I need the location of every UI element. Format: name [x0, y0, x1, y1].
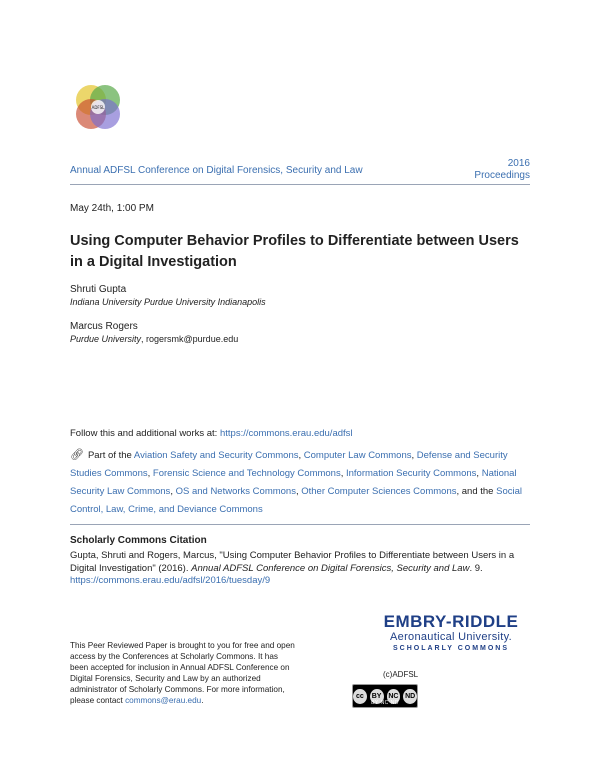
commons-link[interactable]: National Security Law Commons	[70, 468, 517, 497]
erau-logo-line2: Aeronautical University.	[390, 631, 512, 643]
citation-text	[70, 550, 530, 588]
contact-email-link[interactable]: commons@erau.edu	[125, 696, 202, 705]
follow-line	[70, 428, 353, 439]
cc-icon: cc	[353, 689, 367, 704]
author-affiliation: Purdue University	[70, 334, 142, 344]
part-of-commons	[70, 446, 530, 519]
citation-body: Gupta, Shruti and Rogers, Marcus, "Using Computer Behavior Profiles to Differentiate between Users in a Digital Investigation" (2016).	[70, 550, 515, 574]
commons-link[interactable]: Defense and Security Studies Commons	[70, 450, 508, 479]
section-divider	[70, 524, 530, 525]
erau-logo-line3: SCHOLARLY COMMONS	[392, 645, 510, 652]
by-icon: BY	[370, 689, 384, 704]
proceedings-link[interactable]	[474, 158, 530, 182]
conference-name-link[interactable]: Annual ADFSL Conference on Digital Forensics, Security and Law	[70, 165, 363, 176]
separator: ,	[147, 468, 153, 479]
chain-link-icon: 🔗︎	[70, 449, 84, 461]
presentation-date: May 24th, 1:00 PM	[70, 203, 154, 214]
notice-text: This Peer Reviewed Paper is brought to you for free and open access by the Conferences at Scholarly Commons. It has been accepted for inclusion in Annual ADFSL Conference on Digital Forensics, Security and Law by an authorized administrator of Scholarly Commons. For more information, please contact	[70, 641, 295, 705]
commons-link[interactable]: Aviation Safety and Security Commons	[133, 450, 299, 461]
proceedings-label: Proceedings	[474, 170, 530, 181]
copyright-holder: (c)ADFSL	[383, 670, 419, 679]
author-2	[70, 320, 238, 346]
follow-url-link[interactable]: https://commons.erau.edu/adfsl	[219, 428, 353, 439]
commons-link[interactable]: Other Computer Sciences Commons	[301, 486, 457, 497]
separator: ,	[411, 450, 417, 461]
access-notice	[70, 640, 295, 706]
author-1	[70, 283, 266, 309]
nd-icon: ND	[403, 689, 417, 704]
author-email[interactable]: , rogersmk@purdue.edu	[141, 334, 239, 344]
separator: ,	[340, 468, 346, 479]
svg-text:ADFSL: ADFSL	[91, 105, 105, 110]
nc-icon: NC	[387, 689, 401, 704]
venn-logo-icon	[70, 80, 126, 136]
adfsl-logo	[70, 80, 126, 136]
erau-logo-line1: EMBRY-RIDDLE	[383, 612, 519, 631]
paper-title[interactable]: Using Computer Behavior Profiles to Differentiate between Users in a Digital Investigation	[70, 233, 519, 270]
notice-end: .	[201, 696, 204, 705]
author-name: Marcus Rogers	[70, 321, 138, 332]
separator: , and the	[456, 486, 497, 497]
commons-link[interactable]: OS and Networks Commons	[175, 486, 296, 497]
part-prefix: Part of the	[87, 450, 134, 461]
header-divider	[70, 184, 530, 185]
commons-link[interactable]: Computer Law Commons	[303, 450, 412, 461]
commons-link[interactable]: Information Security Commons	[346, 468, 477, 479]
author-name: Shruti Gupta	[70, 284, 127, 295]
citation-url-link[interactable]: https://commons.erau.edu/adfsl/2016/tuesday/9	[70, 575, 271, 586]
cc-license-badge[interactable]	[352, 684, 418, 708]
follow-prefix: Follow this and additional works at:	[70, 428, 220, 439]
separator: ,	[298, 450, 304, 461]
citation-heading: Scholarly Commons Citation	[70, 535, 207, 546]
citation-end: . 9.	[469, 562, 483, 574]
separator: ,	[170, 486, 176, 497]
commons-link[interactable]: Forensic Science and Technology Commons	[152, 468, 341, 479]
author-affiliation: Indiana University Purdue University Indianapolis	[70, 297, 266, 307]
embry-riddle-logo[interactable]	[371, 613, 531, 653]
citation-journal: Annual ADFSL Conference on Digital Forensics, Security and Law	[191, 562, 470, 574]
separator: ,	[295, 486, 302, 497]
separator: ,	[476, 468, 482, 479]
commons-link[interactable]: Social Control, Law, Crime, and Deviance Commons	[70, 486, 522, 515]
cc-label: BY NC ND	[371, 700, 399, 706]
author-affiliation-line	[70, 333, 238, 346]
proceedings-year: 2016	[507, 158, 530, 169]
